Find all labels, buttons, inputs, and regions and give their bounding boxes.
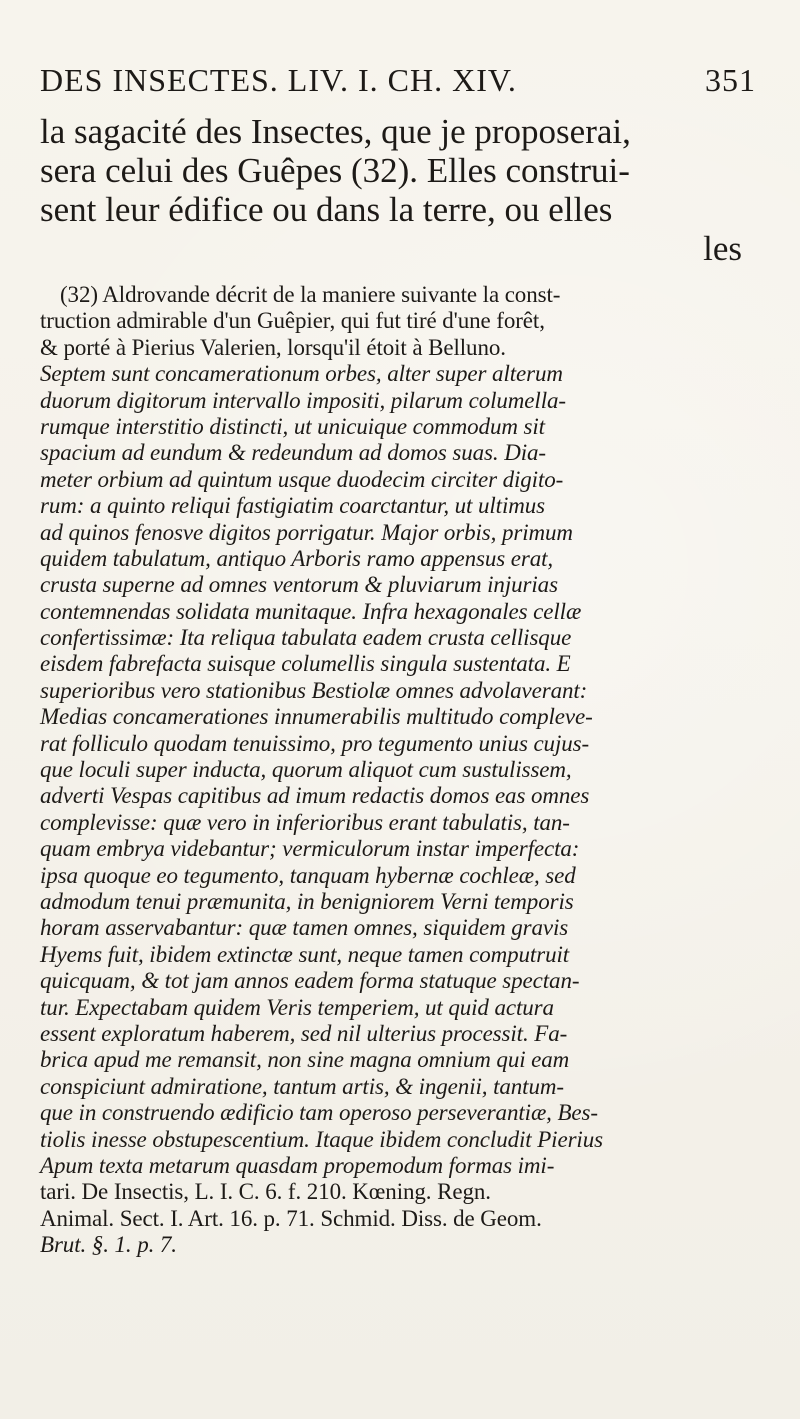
footnote-line: tur. Expectabam quidem Veris temperiem, ut quid actura: [40, 994, 554, 1020]
footnote-line: spacium ad eundum & redeundum ad domos suas. Dia-: [40, 440, 546, 466]
footnote-line: duorum digitorum intervallo impositi, pilarum columella-: [40, 387, 566, 413]
running-title: DES INSECTES. LIV. I. CH. XIV.: [40, 62, 517, 98]
footnote-line: rumque interstitio distincti, ut unicuique commodum sit: [40, 413, 545, 439]
footnote-line: ipsa quoque eo tegumento, tanquam hybernæ cochleæ, sed: [40, 862, 576, 888]
footnote-line: quicquam, & tot jam annos eadem forma statuque spectan-: [40, 968, 580, 994]
footnote-line: contemnendas solidata munitaque. Infra hexagonales cellæ: [40, 598, 582, 624]
footnote-line: Animal. Sect. I. Art. 16. p. 71. Schmid. Diss. de Geom.: [40, 1205, 542, 1231]
footnote-line: confertissimæ: Ita reliqua tabulata eadem crusta cellisque: [40, 625, 572, 651]
footnote-line: eisdem fabrefacta suisque columellis singula sustentata. E: [40, 651, 571, 677]
footnote-line: que loculi super inducta, quorum aliquot cum sustulissem,: [40, 757, 572, 783]
footnote-line: Septem sunt concamerationum orbes, alter super alterum: [40, 361, 563, 387]
main-text: [40, 112, 760, 268]
footnote-line: tari. De Insectis, L. I. C. 6. f. 210. Kœning. Regn.: [40, 1179, 491, 1205]
footnote-line: meter orbium ad quintum usque duodecim circiter digito-: [40, 466, 564, 492]
running-header: [40, 62, 760, 102]
footnote-line: quam embrya videbantur; vermiculorum instar imperfecta:: [40, 836, 580, 862]
text-line: la sagacité des Insectes, que je proposerai,: [40, 112, 631, 151]
footnote-line: quidem tabulatum, antiquo Arboris ramo appensus erat,: [40, 545, 554, 571]
footnote-line: ad quinos fenosve digitos porrigatur. Major orbis, primum: [40, 519, 573, 545]
footnote-line: tiolis inesse obstupescentium. Itaque ibidem concludit Pierius: [40, 1126, 603, 1152]
footnote-line: truction admirable d'un Guêpier, qui fut tiré d'une forêt,: [40, 308, 545, 334]
footnote-line: admodum tenui præmunita, in benigniorem Verni temporis: [40, 888, 574, 914]
footnote-line: rum: a quinto reliqui fastigiatim coarctantur, ut ultimus: [40, 493, 545, 519]
footnote-line: (32) Aldrovande décrit de la maniere suivante la const-: [60, 282, 561, 307]
footnote-line: conspiciunt admiratione, tantum artis, & ingenii, tantum-: [40, 1073, 564, 1099]
footnote-line: Medias concamerationes innumerabilis multitudo compleve-: [40, 704, 593, 730]
text-line: sent leur édifice ou dans la terre, ou elles: [40, 190, 613, 229]
footnote-line: brica apud me remansit, non sine magna omnium qui eam: [40, 1047, 570, 1073]
footnote-line: Apum texta metarum quasdam propemodum formas imi-: [40, 1152, 555, 1178]
footnote-line: essent exploratum haberem, sed nil ulterius processit. Fa-: [40, 1020, 568, 1046]
catchword: les: [703, 229, 742, 268]
footnote: [40, 282, 770, 1258]
footnote-line: Hyems fuit, ibidem extinctæ sunt, neque tamen computruit: [40, 941, 570, 967]
footnote-line: horam asservabantur: quæ tamen omnes, siquidem gravis: [40, 915, 569, 941]
footnote-line: adverti Vespas capitibus ad imum redactis domos eas omnes: [40, 783, 590, 809]
footnote-line: superioribus vero stationibus Bestiolæ omnes advolaverant:: [40, 677, 588, 703]
footnote-line: que in construendo ædificio tam operoso perseverantiæ, Bes-: [40, 1100, 598, 1126]
footnote-line: Brut. §. 1. p. 7.: [40, 1232, 177, 1258]
text-line: sera celui des Guêpes (32). Elles construi-: [40, 151, 630, 190]
page-number: 351: [705, 62, 756, 98]
footnote-line: & porté à Pierius Valerien, lorsqu'il étoit à Belluno.: [40, 334, 506, 360]
footnote-line: crusta superne ad omnes ventorum & pluviarum injurias: [40, 572, 558, 598]
footnote-line: rat folliculo quodam tenuissimo, pro tegumento unius cujus-: [40, 730, 590, 756]
footnote-line: complevisse: quæ vero in inferioribus erant tabulatis, tan-: [40, 809, 570, 835]
